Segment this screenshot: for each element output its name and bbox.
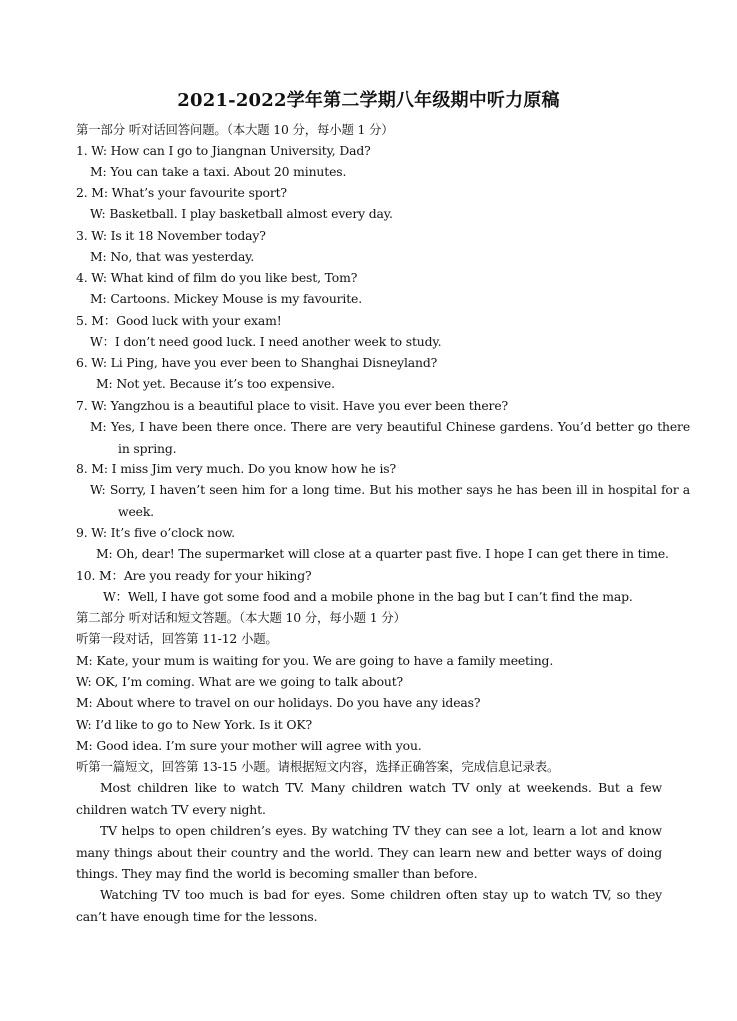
dialogue-line: W: OK, I’m coming. What are we going to talk about? <box>76 674 404 689</box>
question-line: 10. M：Are you ready for your hiking? <box>76 568 312 583</box>
dialogue-heading: 听第一段对话，回答第 11-12 小题。 <box>76 631 278 646</box>
dialogue-line: M: Good idea. I’m sure your mother will agree with you. <box>76 738 422 753</box>
answer-line: M: Oh, dear! The supermarket will close at a quarter past five. I hope I can get there in time. <box>96 546 669 561</box>
answer-line: W：I don’t need good luck. I need another week to study. <box>90 334 442 349</box>
question-line: 8. M: I miss Jim very much. Do you know how he is? <box>76 461 397 476</box>
question-line: 6. W: Li Ping, have you ever been to Shanghai Disneyland? <box>76 355 438 370</box>
answer-line: M: Yes, I have been there once. There are very beautiful Chinese gardens. You’d better go there in spring. <box>90 419 690 456</box>
dialogue-line: M: Kate, your mum is waiting for you. We are going to have a family meeting. <box>76 653 554 668</box>
dialogue-line: M: About where to travel on our holidays. Do you have any ideas? <box>76 695 481 710</box>
page-title: 2021-2022学年第二学期八年级期中听力原稿 <box>177 90 560 111</box>
passage-paragraph: TV helps to open children’s eyes. By watching TV they can see a lot, learn a lot and know many things about their country and the world. They can learn new and better ways of doing things. They may find the world is becoming smaller than before. <box>76 823 662 881</box>
question-line: 1. W: How can I go to Jiangnan University, Dad? <box>76 143 371 158</box>
answer-line: M: You can take a taxi. About 20 minutes. <box>90 164 347 179</box>
answer-line: W：Well, I have got some food and a mobile phone in the bag but I can’t find the map. <box>103 589 633 604</box>
answer-line: M: Not yet. Because it’s too expensive. <box>96 376 335 391</box>
answer-line: W: Sorry, I haven’t seen him for a long time. But his mother says he has been ill in hospital for a week. <box>90 482 690 519</box>
question-line: 4. W: What kind of film do you like best, Tom? <box>76 270 358 285</box>
dialogue-line: W: I’d like to go to New York. Is it OK? <box>76 717 312 732</box>
answer-line: W: Basketball. I play basketball almost every day. <box>90 206 393 221</box>
passage-heading: 听第一篇短文，回答第 13-15 小题。请根据短文内容，选择正确答案，完成信息记录表。 <box>76 759 560 774</box>
question-line: 2. M: What’s your favourite sport? <box>76 185 287 200</box>
answer-line: M: No, that was yesterday. <box>90 249 255 264</box>
passage-paragraph: Most children like to watch TV. Many children watch TV only at weekends. But a few children watch TV every night. <box>76 780 662 817</box>
question-line: 7. W: Yangzhou is a beautiful place to visit. Have you ever been there? <box>76 398 508 413</box>
part1-heading: 第一部分 听对话回答问题。（本大题 10 分，每小题 1 分） <box>76 122 394 137</box>
part2-heading: 第二部分 听对话和短文答题。（本大题 10 分，每小题 1 分） <box>76 610 406 625</box>
answer-line: M: Cartoons. Mickey Mouse is my favourite. <box>90 291 363 306</box>
passage-paragraph: Watching TV too much is bad for eyes. Some children often stay up to watch TV, so they can’t have enough time for the lessons. <box>76 887 662 924</box>
question-line: 9. W: It’s five o’clock now. <box>76 525 235 540</box>
question-line: 5. M：Good luck with your exam! <box>76 313 282 328</box>
question-line: 3. W: Is it 18 November today? <box>76 228 266 243</box>
